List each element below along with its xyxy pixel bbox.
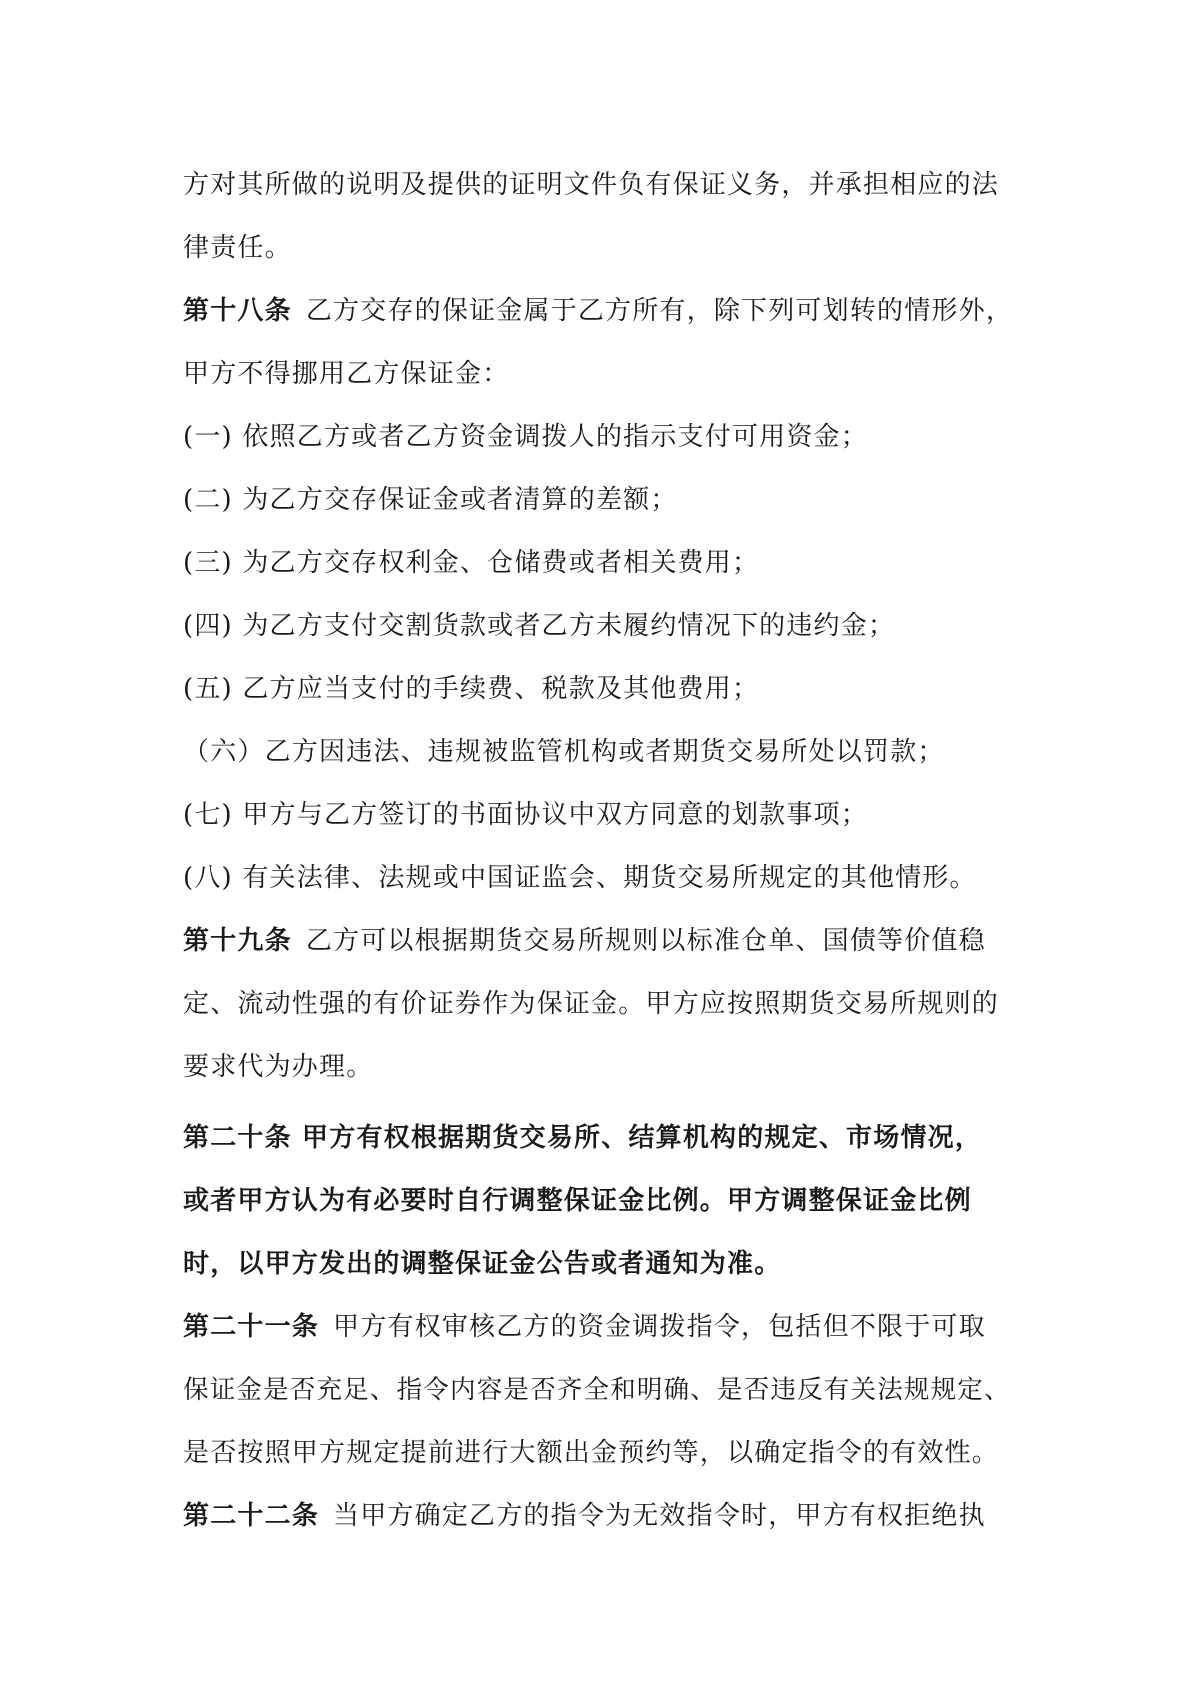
line-text: (五) 乙方应当支付的手续费、税款及其他费用； (183, 674, 760, 704)
text-line (183, 973, 1025, 1036)
text-line (183, 1036, 1025, 1099)
article-label: 第十九条 (183, 926, 292, 956)
text-line (183, 343, 1025, 406)
list-item (183, 532, 1025, 595)
line-text: 是否按照甲方规定提前进行大额出金预约等，以确定指令的有效性。 (183, 1438, 1000, 1468)
line-text: 或者甲方认为有必要时自行调整保证金比例。甲方调整保证金比例 (183, 1186, 972, 1216)
line-text: (二) 为乙方交存保证金或者清算的差额； (183, 485, 678, 515)
line-text: 甲方不得挪用乙方保证金： (183, 359, 510, 389)
article-label: 第二十二条 (183, 1501, 320, 1531)
text-line (183, 1422, 1025, 1485)
line-text: (四) 为乙方支付交割货款或者乙方未履约情况下的违约金； (183, 611, 896, 641)
line-text: （六）乙方因违法、违规被监管机构或者期货交易所处以罚款； (183, 737, 945, 767)
line-text: 律责任。 (183, 233, 292, 263)
line-text: 第二十条 甲方有权根据期货交易所、结算机构的规定、市场情况， (183, 1123, 983, 1153)
line-text: (一) 依照乙方或者乙方资金调拨人的指示支付可用资金； (183, 422, 868, 452)
document-body (183, 154, 1025, 1548)
list-item (183, 784, 1025, 847)
line-text: 时，以甲方发出的调整保证金公告或者通知为准。 (183, 1249, 782, 1279)
line-text: (八) 有关法律、法规或中国证监会、期货交易所规定的其他情形。 (183, 863, 977, 893)
list-item (183, 406, 1025, 469)
article-20-line (183, 1107, 1025, 1170)
line-text: 方对其所做的说明及提供的证明文件负有保证义务，并承担相应的法 (183, 170, 1000, 200)
text-line (183, 217, 1025, 280)
list-item (183, 847, 1025, 910)
line-text: 定、流动性强的有价证券作为保证金。甲方应按照期货交易所规则的 (183, 989, 1000, 1019)
line-text: 甲方有权审核乙方的资金调拨指令，包括但不限于可取 (333, 1312, 986, 1342)
line-text: 保证金是否充足、指令内容是否齐全和明确、是否违反有关法规规定、 (183, 1375, 1011, 1405)
list-item (183, 658, 1025, 721)
article-18-line (183, 280, 1025, 343)
article-19-line (183, 910, 1025, 973)
list-item (183, 595, 1025, 658)
line-text: (七) 甲方与乙方签订的书面协议中双方同意的划款事项； (183, 800, 868, 830)
line-text: 乙方交存的保证金属于乙方所有，除下列可划转的情形外， (305, 296, 1014, 326)
line-text: 当甲方确定乙方的指令为无效指令时，甲方有权拒绝执 (333, 1501, 986, 1531)
line-text: 要求代为办理。 (183, 1052, 374, 1082)
text-line (183, 154, 1025, 217)
article-label: 第十八条 (183, 296, 292, 326)
list-item (183, 721, 1025, 784)
article-21-line (183, 1296, 1025, 1359)
line-text: 乙方可以根据期货交易所规则以标准仓单、国债等价值稳 (305, 926, 986, 956)
article-label: 第二十一条 (183, 1312, 320, 1342)
text-line (183, 1170, 1025, 1233)
list-item (183, 469, 1025, 532)
line-text: (三) 为乙方交存权利金、仓储费或者相关费用； (183, 548, 760, 578)
text-line (183, 1233, 1025, 1296)
text-line (183, 1359, 1025, 1422)
article-22-line (183, 1485, 1025, 1548)
